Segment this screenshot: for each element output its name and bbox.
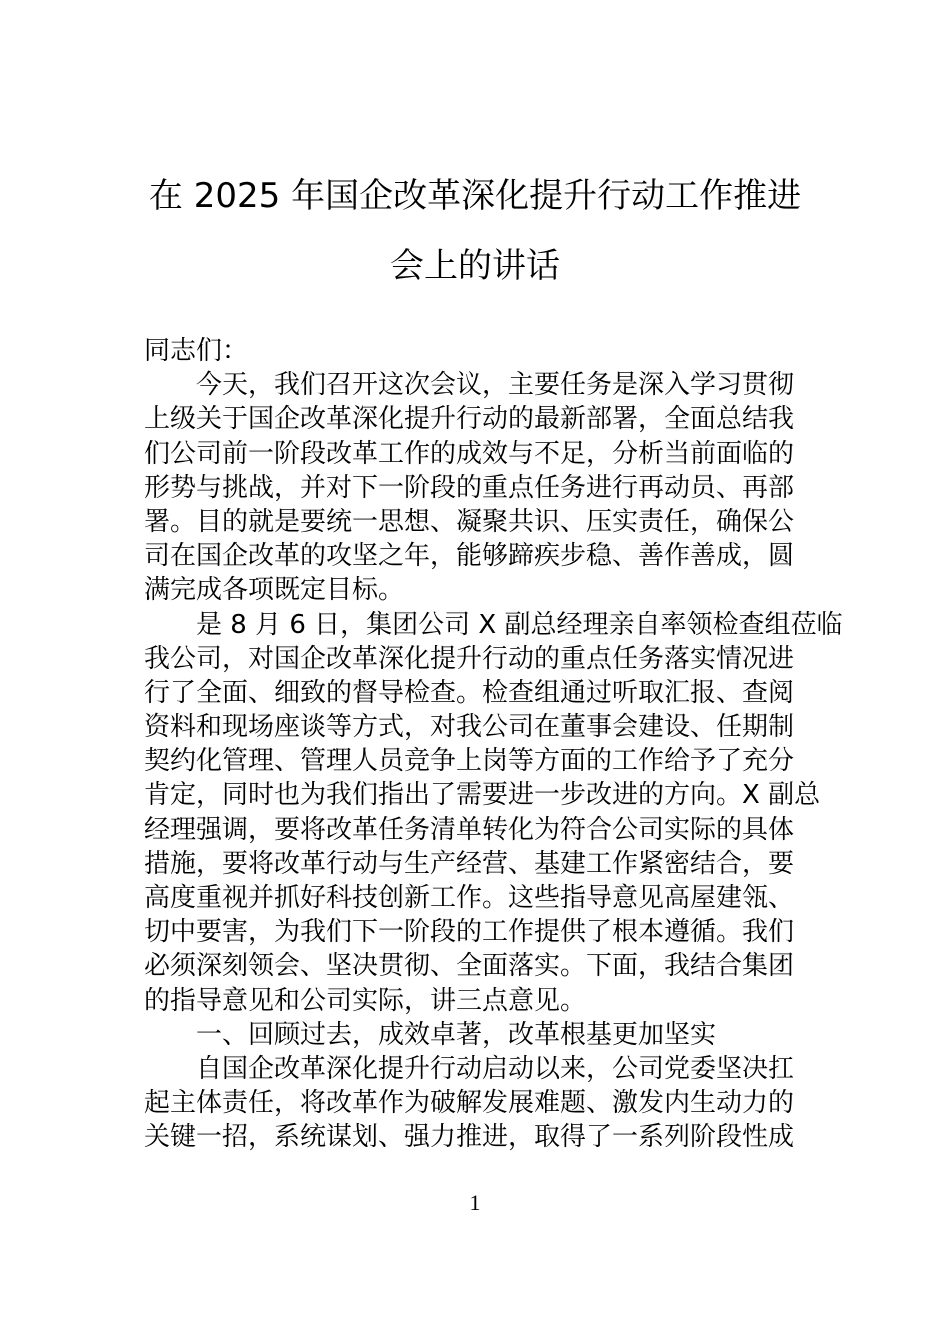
text-line: 措施，要将改革行动与生产经营、基建工作紧密结合，要	[144, 848, 795, 879]
text-line: 的指导意见和公司实际，讲三点意见。	[144, 985, 587, 1016]
text-line: 司在国企改革的攻坚之年，能够蹄疾步稳、善作善成，圆	[144, 541, 795, 572]
text-line: 高度重视并抓好科技创新工作。这些指导意见高屋建瓴、	[144, 883, 795, 913]
text-line: 们公司前一阶段改革工作的成效与不足，分析当前面临的	[144, 438, 795, 469]
text-line: 行了全面、细致的督导检查。检查组通过听取汇报、查阅	[144, 677, 795, 708]
text-line: 今天，我们召开这次会议，主要任务是深入学习贯彻	[196, 370, 795, 401]
document-body	[144, 334, 843, 1155]
text-line: 形势与挑战，并对下一阶段的重点任务进行再动员、再部	[144, 472, 795, 503]
text-line: 署。目的就是要统一思想、凝聚共识、压实责任，确保公	[144, 506, 795, 537]
text-line: 我公司，对国企改革深化提升行动的重点任务落实情况进	[144, 643, 795, 674]
section-heading: 一、回顾过去，成效卓著，改革根基更加坚实	[196, 1019, 717, 1050]
text-line: 是 8 月 6 日，集团公司 X 副总经理亲自率领检查组莅临	[196, 609, 843, 640]
text-line: 肯定，同时也为我们指出了需要进一步改进的方向。X 副总	[144, 780, 821, 811]
text-line: 起主体责任，将改革作为破解发展难题、激发内生动力的	[144, 1088, 795, 1119]
document-title-line-1: 在 2025 年国企改革深化提升行动工作推进	[148, 176, 802, 216]
text-line: 资料和现场座谈等方式，对我公司在董事会建设、任期制	[144, 712, 795, 743]
text-line: 必须深刻领会、坚决贯彻、全面落实。下面，我结合集团	[144, 951, 795, 982]
text-line: 经理强调，要将改革任务清单转化为符合公司实际的具体	[144, 814, 795, 845]
page-number: 1	[469, 1190, 481, 1215]
text-line: 上级关于国企改革深化提升行动的最新部署，全面总结我	[144, 404, 795, 435]
text-line: 自国企改革深化提升行动启动以来，公司党委坚决扛	[196, 1053, 795, 1084]
document-title-line-2: 会上的讲话	[390, 246, 560, 286]
text-line: 契约化管理、管理人员竞争上岗等方面的工作给予了充分	[144, 746, 795, 777]
text-line: 同志们：	[144, 336, 249, 366]
text-line: 切中要害，为我们下一阶段的工作提供了根本遵循。我们	[144, 917, 795, 948]
text-line: 关键一招，系统谋划、强力推进，取得了一系列阶段性成	[144, 1122, 795, 1153]
text-line: 满完成各项既定目标。	[144, 575, 405, 606]
